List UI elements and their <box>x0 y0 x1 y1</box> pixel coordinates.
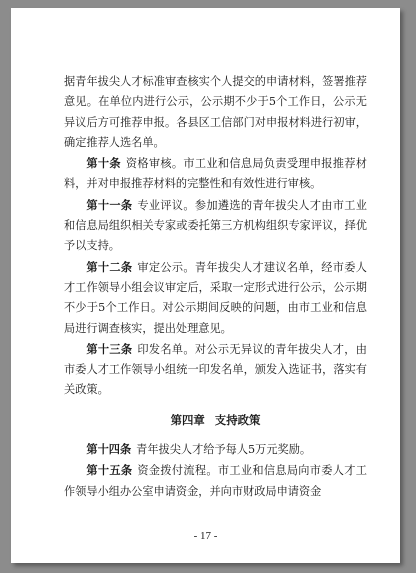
article-text: 印发名单。对公示无异议的青年拔尖人才，由市委人才工作领导小组统一印发名单，颁发入选证书，落实有关政策。 <box>64 342 367 397</box>
paragraph-continuation: 据青年拔尖人才标准审查核实个人提交的申请材料，签署推荐意见。在单位内进行公示，公示期不少于5个工作日，公示无异议后方可推荐申报。各县区工信部门对申报材料进行初审，确定推荐人选名单。 <box>64 75 367 149</box>
page-number: - 17 - <box>193 530 218 542</box>
article-15 <box>64 460 367 502</box>
article-text: 资金拨付流程。市工业和信息局向市委人才工作领导小组办公室申请资金，并向市财政局申请资金 <box>64 464 367 498</box>
article-label: 第十一条 <box>86 197 133 212</box>
article-label: 第十条 <box>86 156 121 171</box>
article-text: 资格审核。市工业和信息局负责受理申报推荐材料，并对申报推荐材料的完整性和有效性进行审核。 <box>64 157 367 191</box>
article-label: 第十五条 <box>86 463 133 478</box>
article-12 <box>64 257 367 339</box>
article-13 <box>64 339 367 401</box>
article-text: 审定公示。青年拔尖人才建议名单，经市委人才工作领导小组会议审定后，采取一定形式进行公示，公示期不少于5个工作日。对公示期间反映的问题，由市工业和信息局进行调查核实，提出处理意见。 <box>64 260 367 335</box>
article-label: 第十四条 <box>86 442 132 457</box>
article-10 <box>64 153 367 195</box>
page-content <box>64 72 367 502</box>
article-text: 专业评议。参加遴选的青年拔尖人才由市工业和信息局组织相关专家或委托第三方机构组织专家评议，择优予以支持。 <box>64 198 367 253</box>
article-label: 第十三条 <box>86 341 133 356</box>
article-label: 第十二条 <box>86 259 133 274</box>
article-text: 青年拔尖人才给予每人5万元奖励。 <box>136 443 312 457</box>
chapter-number: 第四章 <box>170 412 205 427</box>
chapter-heading <box>64 410 367 430</box>
chapter-title: 支持政策 <box>214 412 261 427</box>
article-11 <box>64 195 367 257</box>
document-page <box>11 8 400 563</box>
article-14 <box>64 439 367 460</box>
